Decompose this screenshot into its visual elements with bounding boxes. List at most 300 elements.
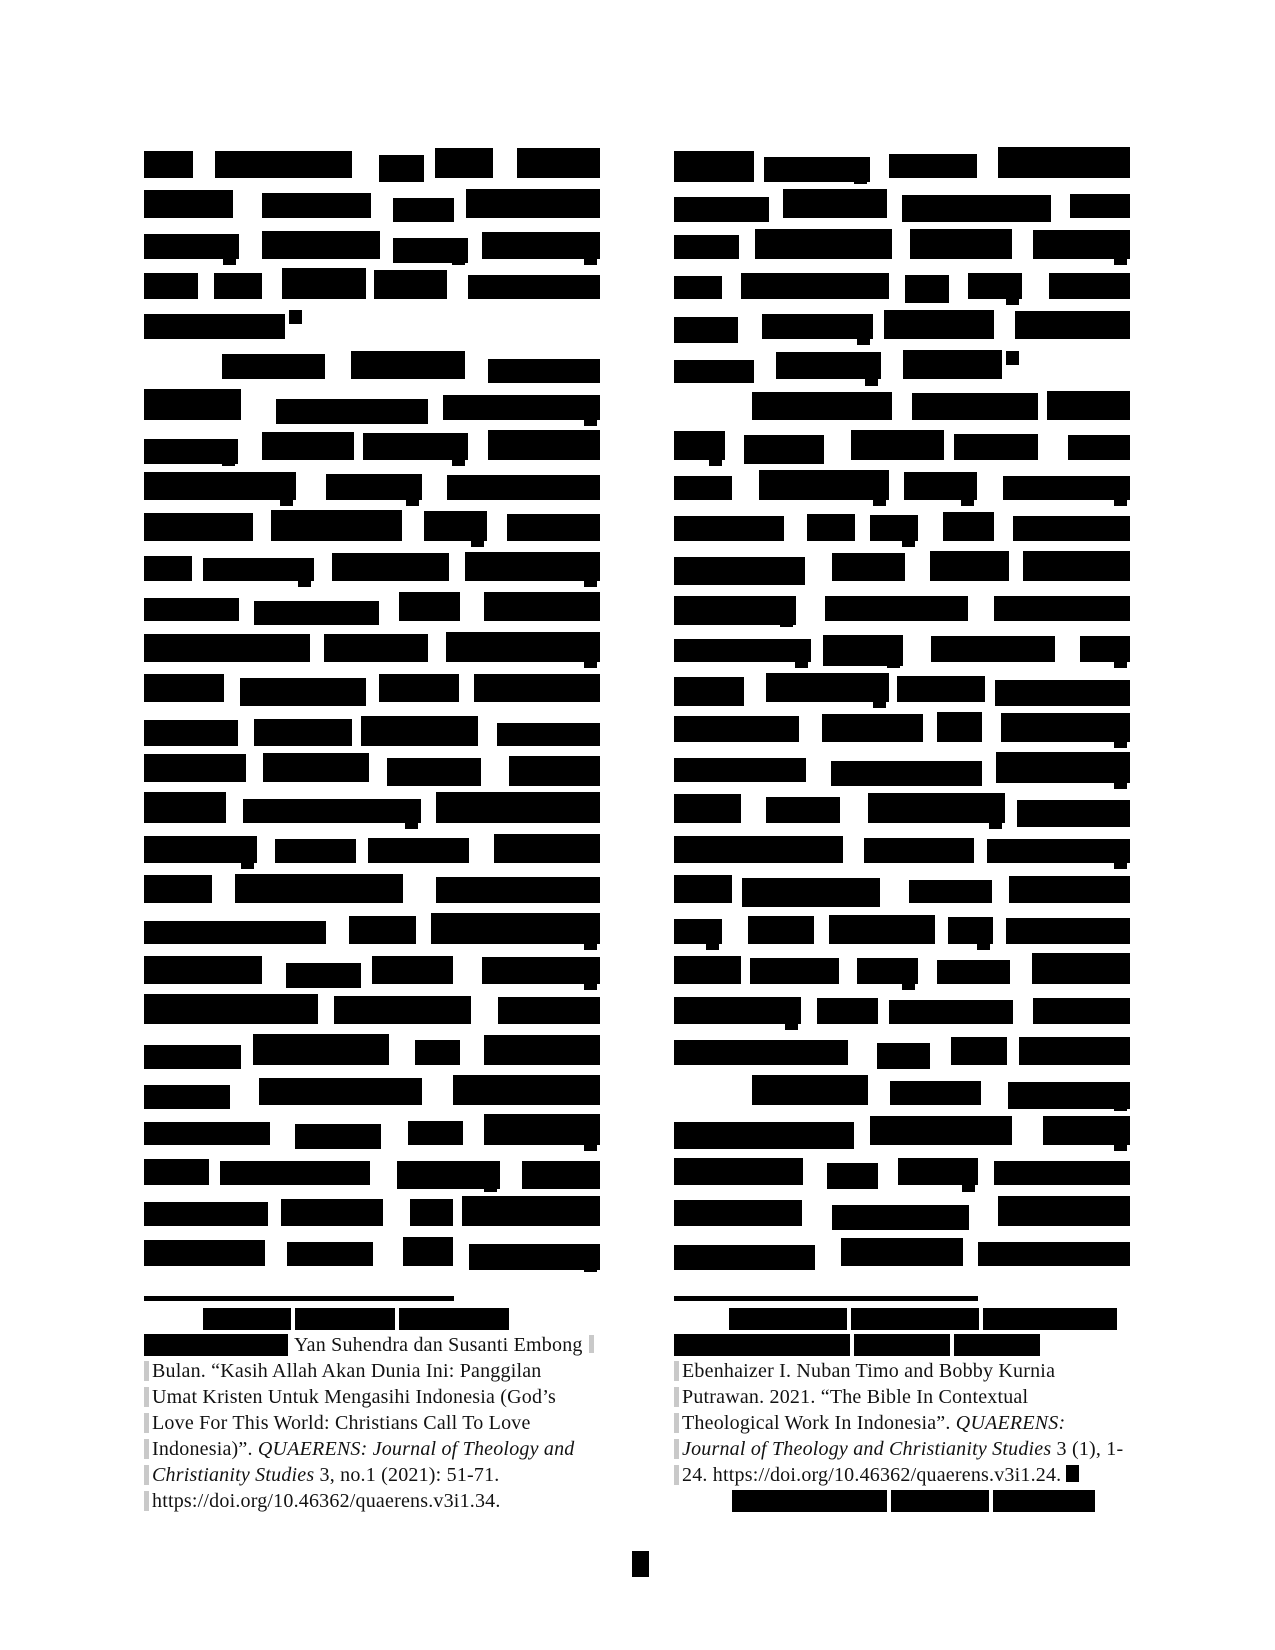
footnote-line (674, 1306, 1130, 1332)
redaction-bar (408, 1121, 462, 1145)
redaction-bar (674, 596, 796, 625)
redacted-line (674, 148, 1130, 182)
footnote-text (294, 1332, 594, 1358)
redaction-bar (144, 598, 239, 622)
footnote-text (152, 1436, 574, 1462)
redaction-bar (387, 758, 482, 787)
redaction-descender (484, 1185, 497, 1192)
redaction-descender (405, 822, 418, 829)
redaction-bar (868, 793, 1005, 823)
redaction-bar (674, 1040, 848, 1065)
redaction-descender (1114, 1144, 1127, 1151)
redaction-bar (891, 1490, 989, 1512)
redaction-bar (379, 674, 459, 702)
redaction-bar (674, 276, 722, 299)
redaction-bar (674, 758, 806, 782)
redacted-line (674, 793, 1130, 827)
redaction-bar (349, 916, 416, 944)
redaction-bar (807, 514, 855, 541)
redaction-bar (144, 314, 285, 339)
redaction-descender (873, 701, 886, 708)
redaction-bar (817, 998, 878, 1024)
redacted-line (674, 309, 1130, 343)
scan-artifact (589, 1335, 594, 1353)
redaction-bar (262, 231, 380, 259)
redaction-bar (144, 1240, 265, 1266)
redaction-bar (443, 395, 600, 420)
redaction-bar (361, 716, 479, 746)
redacted-line (674, 188, 1130, 222)
redaction-bar (393, 198, 455, 222)
redaction-bar (144, 836, 257, 863)
redacted-line (144, 1035, 600, 1069)
redaction-bar (674, 794, 741, 823)
redaction-bar (674, 516, 784, 540)
redaction-bar (144, 1334, 288, 1356)
redaction-bar (214, 273, 262, 299)
redaction-descender (887, 661, 900, 668)
redaction-bar (144, 190, 233, 218)
footnote-text-run: Ebenhaizer I. Nuban Timo and Bobby Kurnia (682, 1360, 1056, 1382)
redaction-bar (144, 472, 296, 500)
redaction-bar (254, 601, 379, 625)
redaction-bar (372, 956, 453, 984)
redaction-bar (484, 1114, 600, 1145)
redacted-line (144, 1075, 600, 1109)
footnote-line (144, 1358, 600, 1384)
footnote-line (674, 1436, 1130, 1462)
redaction-bar (825, 596, 968, 621)
redaction-bar (912, 393, 1038, 419)
redaction-bar (897, 676, 985, 702)
redaction-bar (324, 634, 428, 662)
redaction-descender (406, 499, 419, 506)
redacted-line (674, 954, 1130, 988)
redacted-line (674, 511, 1130, 545)
redaction-bar (1033, 230, 1130, 259)
redaction-bar (144, 1122, 270, 1145)
redaction-bar (1066, 1465, 1079, 1482)
redaction-bar (674, 716, 799, 743)
redaction-bar (851, 1308, 979, 1330)
redaction-descender (584, 419, 597, 426)
redaction-bar (832, 1205, 969, 1229)
redaction-bar (507, 514, 600, 541)
redaction-bar (674, 836, 843, 863)
redaction-bar (898, 1158, 978, 1186)
redaction-bar (889, 1000, 1014, 1024)
redaction-bar (752, 392, 892, 420)
redaction-bar (271, 510, 402, 540)
redacted-line (144, 833, 600, 867)
redaction-descender (1114, 782, 1127, 789)
redaction-bar (415, 1040, 460, 1065)
redaction-descender (795, 661, 808, 668)
redaction-bar (220, 1161, 370, 1185)
redaction-bar (431, 913, 600, 944)
footnote-line (144, 1462, 600, 1488)
redaction-descender (1114, 499, 1127, 506)
redaction-descender (1114, 661, 1127, 668)
redacted-line (144, 1156, 600, 1190)
redaction-bar (399, 592, 460, 621)
redacted-line (674, 833, 1130, 867)
redaction-bar (857, 958, 918, 984)
redacted-line (674, 229, 1130, 263)
redaction-bar (235, 874, 403, 904)
scan-artifact (144, 1465, 149, 1485)
redaction-bar (831, 761, 982, 786)
redaction-bar (482, 957, 600, 984)
redacted-line (144, 1196, 600, 1230)
footnote-text-run: Putrawan. 2021. “The Bible In Contextual (682, 1386, 1029, 1408)
redaction-bar (263, 753, 369, 782)
redaction-bar (332, 553, 449, 581)
redaction-bar (144, 389, 241, 420)
footnote-line (674, 1462, 1130, 1488)
redacted-line (144, 430, 600, 464)
redaction-bar (776, 352, 881, 379)
redaction-bar (144, 674, 224, 702)
redacted-line (144, 954, 600, 988)
footnote-text (152, 1410, 531, 1436)
redacted-line (144, 672, 600, 706)
footnote-text-run: Love For This World: Christians Call To Love (152, 1412, 531, 1434)
redacted-line (144, 551, 600, 585)
redaction-descender (1006, 298, 1019, 305)
redaction-bar (484, 1035, 600, 1064)
redaction-bar (909, 880, 992, 904)
redaction-bar (968, 273, 1022, 299)
redaction-bar (674, 1245, 815, 1270)
redaction-bar (436, 877, 600, 904)
redaction-bar (766, 797, 840, 823)
footnote-text-run: https://doi.org/10.46362/quaerens.v3i1.34. (152, 1490, 501, 1512)
redaction-bar (466, 189, 600, 218)
redacted-line (144, 511, 600, 545)
redaction-bar (904, 472, 977, 501)
redaction-bar (144, 1202, 268, 1226)
redaction-descender (1114, 862, 1127, 869)
redaction-bar (424, 511, 487, 541)
footnote-text-run: Bulan. “Kasih Allah Akan Dunia Ini: Panggilan (152, 1360, 542, 1382)
redaction-bar (827, 1163, 879, 1190)
redaction-bar (732, 1490, 887, 1512)
footnote-text (152, 1358, 542, 1384)
redaction-bar (996, 752, 1130, 782)
redaction-descender (780, 620, 793, 627)
redaction-bar (144, 754, 246, 783)
redaction-bar (903, 350, 1002, 380)
redacted-line (674, 390, 1130, 424)
redaction-bar (144, 556, 192, 581)
redaction-bar (497, 723, 600, 746)
redaction-bar (351, 351, 465, 380)
redaction-bar (854, 1334, 950, 1356)
footnote-line (674, 1358, 1130, 1384)
redaction-bar (1009, 876, 1130, 903)
scan-artifact (144, 1413, 149, 1433)
redacted-line (144, 148, 600, 182)
redaction-bar (954, 434, 1038, 460)
redacted-line (674, 632, 1130, 666)
redaction-bar (374, 270, 447, 299)
redacted-line (674, 430, 1130, 464)
redacted-line (674, 350, 1130, 384)
footnote-line (674, 1488, 1130, 1514)
redaction-bar (435, 148, 493, 178)
footnote-text (682, 1384, 1028, 1410)
redaction-bar (488, 359, 600, 383)
redaction-bar (752, 1075, 868, 1105)
redaction-bar (1019, 1037, 1130, 1065)
redaction-descender (961, 499, 974, 506)
footnote-text (682, 1436, 1123, 1462)
redaction-bar (262, 193, 371, 219)
redaction-bar (983, 1308, 1117, 1330)
redacted-line (674, 753, 1130, 787)
redaction-bar (262, 432, 354, 460)
redacted-line (674, 1035, 1130, 1069)
redaction-bar (674, 557, 805, 585)
redaction-bar (144, 1159, 209, 1186)
redaction-bar (1043, 1116, 1130, 1145)
redaction-bar (877, 1043, 929, 1068)
redaction-bar (215, 151, 352, 178)
redaction-bar (948, 917, 992, 943)
redaction-bar (766, 673, 889, 702)
redaction-bar (994, 1161, 1130, 1186)
redaction-bar (870, 1116, 1012, 1145)
redaction-bar (822, 714, 923, 742)
redaction-descender (584, 580, 597, 587)
redaction-bar (674, 956, 741, 984)
redaction-bar (1049, 273, 1130, 299)
redaction-bar (870, 515, 919, 541)
redaction-descender (584, 661, 597, 668)
redaction-bar (674, 1158, 803, 1185)
redacted-line (144, 873, 600, 907)
redaction-bar (144, 994, 318, 1025)
redaction-bar (254, 719, 352, 747)
redaction-bar (446, 632, 600, 662)
redaction-bar (674, 197, 769, 223)
redaction-bar (978, 1242, 1130, 1266)
redaction-bar (864, 838, 974, 863)
scan-artifact (674, 1413, 679, 1433)
redaction-bar (410, 1199, 453, 1226)
redaction-bar (674, 919, 722, 943)
redaction-descender (873, 499, 886, 506)
redaction-bar (253, 1034, 389, 1064)
footnote-reference-redaction (289, 310, 302, 324)
redacted-line (144, 793, 600, 827)
footnote-text-run: Indonesia)”. (152, 1438, 258, 1460)
redaction-bar (1032, 953, 1130, 984)
page-number-redaction (632, 1551, 649, 1577)
redaction-bar (281, 1199, 383, 1226)
redaction-descender (584, 983, 597, 990)
redaction-bar (902, 195, 1051, 222)
redacted-line (144, 1115, 600, 1149)
redaction-descender (452, 459, 465, 466)
redaction-descender (298, 580, 311, 587)
redacted-line (144, 591, 600, 625)
redaction-descender (1114, 1104, 1127, 1111)
redaction-bar (993, 1490, 1095, 1512)
redaction-descender (857, 338, 870, 345)
redaction-bar (1047, 391, 1130, 420)
redacted-line (144, 350, 600, 384)
footnote-text-run: 3, no.1 (2021): 51-71. (314, 1464, 500, 1486)
redaction-bar (498, 997, 600, 1025)
footnote-line (144, 1410, 600, 1436)
redaction-bar (674, 1200, 802, 1225)
redaction-bar (832, 553, 906, 581)
redacted-line (674, 591, 1130, 625)
redaction-descender (584, 1144, 597, 1151)
redacted-line (674, 1115, 1130, 1149)
redaction-bar (889, 154, 977, 178)
scan-artifact (144, 1439, 149, 1459)
scan-artifact (144, 1387, 149, 1407)
redaction-bar (783, 189, 887, 218)
redacted-line (674, 1075, 1130, 1109)
footnote-text-run: 3 (1), 1- (1051, 1438, 1124, 1460)
redaction-bar (368, 838, 470, 863)
redaction-bar (937, 712, 981, 742)
redaction-bar (841, 1238, 963, 1266)
redacted-line (674, 994, 1130, 1028)
redaction-bar (674, 639, 811, 662)
redaction-bar (436, 792, 600, 823)
redaction-bar (890, 1081, 982, 1104)
redacted-line (144, 712, 600, 746)
redaction-bar (240, 678, 366, 706)
redacted-line (144, 753, 600, 787)
redaction-bar (276, 399, 429, 424)
redaction-descender (223, 258, 236, 265)
redaction-bar (494, 834, 600, 863)
footnote-line (144, 1384, 600, 1410)
redaction-bar (1080, 636, 1130, 662)
redaction-bar (144, 513, 253, 540)
redaction-bar (829, 915, 935, 943)
footnote-separator (144, 1296, 454, 1301)
redaction-bar (674, 317, 738, 343)
footnote-text (682, 1410, 1065, 1436)
redaction-bar (482, 232, 600, 259)
footnote-line (674, 1332, 1130, 1358)
redaction-descender (902, 540, 915, 547)
redaction-bar (144, 273, 198, 299)
redaction-bar (674, 431, 725, 460)
redaction-bar (517, 148, 600, 178)
journal-title: QUAERENS: Journal of Theology and (257, 1438, 575, 1460)
footnote-text-run: Yan Suhendra dan Susanti Embong (294, 1334, 583, 1356)
redaction-bar (243, 799, 420, 823)
redaction-bar (522, 1161, 600, 1190)
redaction-bar (998, 1196, 1130, 1225)
redaction-bar (851, 430, 944, 460)
redaction-bar (222, 354, 325, 379)
redaction-bar (144, 720, 238, 746)
redacted-line (144, 269, 600, 303)
redaction-bar (275, 839, 356, 863)
redaction-bar (144, 1045, 241, 1068)
redaction-bar (943, 512, 994, 541)
redacted-line (674, 1156, 1130, 1190)
footnote-text (152, 1488, 501, 1514)
redaction-descender (241, 862, 254, 869)
redacted-line (674, 269, 1130, 303)
redacted-line (144, 188, 600, 222)
footnote-text (152, 1462, 499, 1488)
scan-artifact (674, 1439, 679, 1459)
redaction-bar (750, 958, 839, 984)
redaction-bar (462, 1196, 600, 1226)
redacted-line (674, 470, 1130, 504)
redacted-line (674, 1236, 1130, 1270)
redaction-bar (144, 956, 262, 984)
footnote-text-run: Umat Kristen Untuk Mengasihi Indonesia (God’s (152, 1386, 556, 1408)
redaction-bar (987, 839, 1130, 863)
redaction-bar (144, 151, 193, 178)
redacted-line (674, 914, 1130, 948)
redaction-descender (706, 943, 719, 950)
redaction-descender (785, 1023, 798, 1030)
footnote-text (682, 1358, 1055, 1384)
journal-title: Journal of Theology and Christianity Studies (682, 1438, 1052, 1460)
redaction-bar (884, 310, 994, 339)
redaction-bar (930, 551, 1009, 581)
redaction-bar (1013, 516, 1130, 541)
redaction-bar (674, 235, 739, 259)
footnote-text (682, 1462, 1079, 1488)
redacted-line (144, 390, 600, 424)
redaction-bar (674, 151, 754, 182)
redaction-bar (674, 1122, 854, 1150)
footnote-line (144, 1306, 600, 1332)
redaction-bar (741, 273, 889, 299)
redaction-bar (447, 475, 600, 500)
redacted-line (144, 632, 600, 666)
redaction-bar (144, 634, 310, 661)
footnote-text-run: Theological Work In Indonesia”. (682, 1412, 956, 1434)
redaction-bar (931, 636, 1055, 661)
scan-artifact (674, 1387, 679, 1407)
redaction-bar (474, 674, 600, 702)
redaction-descender (452, 258, 465, 265)
redaction-bar (1001, 713, 1130, 742)
redaction-bar (144, 875, 212, 903)
redacted-line (674, 873, 1130, 907)
redaction-bar (744, 435, 824, 464)
redaction-bar (399, 1308, 509, 1330)
redaction-bar (755, 229, 892, 258)
footnote-line (144, 1436, 600, 1462)
redacted-line (144, 1236, 600, 1270)
scan-artifact (144, 1491, 149, 1511)
redaction-descender (584, 258, 597, 265)
redaction-bar (1003, 476, 1130, 500)
redaction-descender (280, 499, 293, 506)
footnote-text (152, 1384, 556, 1410)
redaction-descender (902, 983, 915, 990)
redaction-bar (905, 275, 949, 303)
scan-artifact (674, 1361, 679, 1381)
redaction-bar (748, 916, 814, 943)
